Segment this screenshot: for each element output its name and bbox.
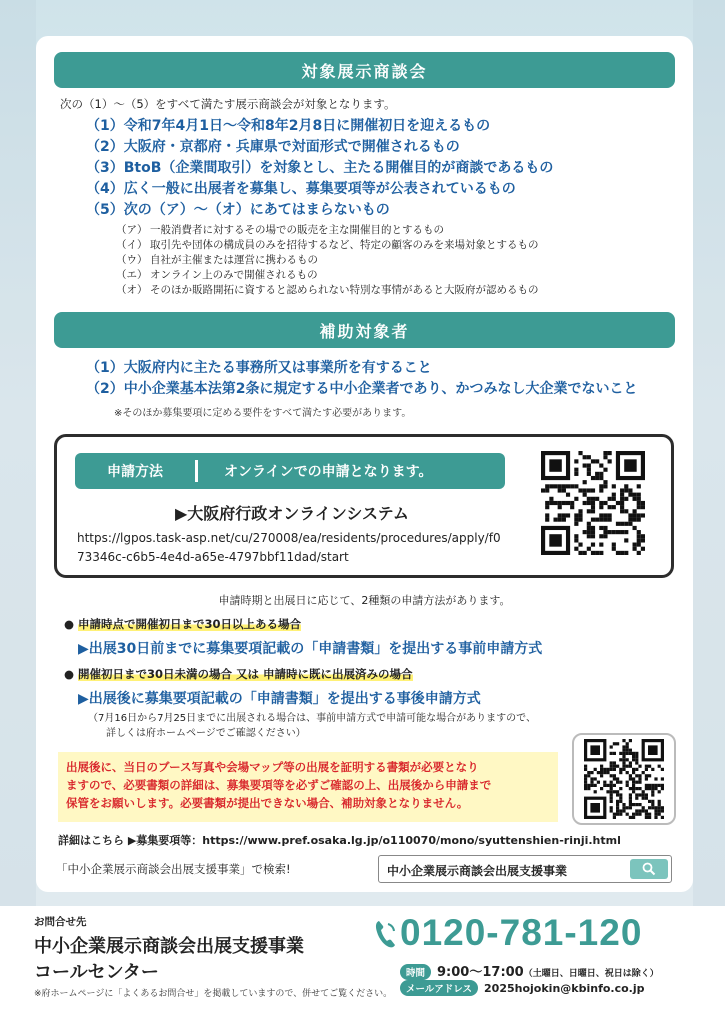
footer [0, 906, 725, 1024]
requirements-list [86, 358, 637, 400]
warning-line: 保管をお願いします。必要書類が提出できない場合、補助対象となりません。 [66, 796, 469, 810]
warning-line: ますので、必要書類の詳細は、募集要項等を必ずご確認の上、出展後から申請まで [66, 778, 492, 792]
section-header-target-events: 対象展示商談会 [54, 52, 675, 88]
call-center-name-2: コールセンター [34, 962, 159, 983]
search-input-value: 中小企業展示商談会出展支援事業 [387, 864, 568, 878]
way-2-note-line: 詳しくは府ホームページでご確認ください） [106, 728, 306, 739]
main-card [36, 36, 693, 892]
exclusion-item [116, 238, 539, 253]
exclusion-mark: （イ） [116, 239, 148, 251]
apply-method-value: オンラインでの申請となります。 [224, 464, 433, 480]
hours-note: （土曜日、日曜日、祝日は除く） [523, 969, 659, 979]
case-2-text: 開催初日まで30日未満の場合 又は 申請時に既に出展済みの場合 [78, 667, 413, 681]
search-row [36, 853, 693, 885]
mail-row [400, 980, 645, 996]
system-url-link[interactable]: https://lgpos.task-asp.net/cu/270008/ea/residents/procedures/apply/f073346c-c6b5-4e4d-a65e-4797bbf11dad/start [77, 531, 501, 564]
qr-code-details[interactable] [584, 739, 664, 819]
exclusions-list [116, 223, 539, 298]
exclusion-text: 取引先や団体の構成員のみを招待するなど、特定の顧客のみを来場対象とするもの [150, 239, 539, 251]
apply-method-tag [75, 453, 505, 489]
way-2-note [88, 711, 536, 741]
exclusion-item [116, 283, 539, 298]
exclusion-text: そのほか販路開拓に資すると認められない特別な事情があると大阪府が認めるもの [150, 284, 539, 296]
qr-code-details-box[interactable] [572, 733, 676, 825]
warning-line: 出展後に、当日のブース写真や会場マップ等の出展を証明する書類が必要となり [66, 760, 479, 774]
search-button[interactable] [630, 859, 668, 879]
conditions-list [86, 116, 553, 221]
apply-method-box [54, 434, 674, 578]
case-2 [64, 666, 413, 682]
system-name-link[interactable]: ▶大阪府行政オンラインシステム [175, 504, 409, 523]
hours-value: 9:00～17:00 [437, 965, 524, 980]
qr-code-apply[interactable] [541, 451, 645, 555]
divider [195, 460, 198, 482]
way-2-note-line: （7月16日から7月25日までに出展される場合は、事前申請方式で申請可能な場合がありますので、 [88, 713, 536, 724]
way-2: ▶出展後に募集要項記載の「申請書類」を提出する事後申請方式 [78, 691, 481, 707]
phone-icon [374, 918, 398, 950]
intro-text: 次の（1）～（5）をすべて満たす展示商談会が対象となります。 [60, 97, 396, 111]
section-header-eligible: 補助対象者 [54, 312, 675, 348]
case-1 [64, 616, 301, 632]
phone-number[interactable]: 0120-781-120 [400, 912, 643, 953]
condition-item: （2）大阪府・京都府・兵庫県で対面形式で開催されるもの [86, 139, 460, 155]
details-link[interactable]: 詳細はこちら ▶募集要項等：https://www.pref.osaka.lg.jp/o110070/mono/syuttenshien-rinji.html [58, 834, 621, 847]
call-center-name: 中小企業展示商談会出展支援事業 [34, 936, 304, 957]
qr-code-icon [584, 739, 664, 819]
exclusion-item [116, 223, 539, 238]
requirement-item: （1）大阪府内に主たる事務所又は事業所を有すること [86, 360, 432, 376]
exclusion-item [116, 253, 539, 268]
exclusion-mark: （ウ） [116, 254, 148, 266]
exclusion-mark: （ア） [116, 224, 148, 236]
qr-code-icon [541, 451, 645, 555]
condition-item: （4）広く一般に出展者を募集し、募集要項等が公表されているもの [86, 181, 516, 197]
apply-method-label: 申請方法 [107, 464, 163, 480]
requirements-note: ※そのほか募集要項に定める要件をすべて満たす必要があります。 [114, 408, 412, 419]
warning-box [58, 752, 558, 822]
search-input[interactable] [378, 855, 672, 883]
search-label: 「中小企業展示商談会出展支援事業」で検索! [56, 862, 291, 876]
exclusion-item [116, 268, 539, 283]
background-illustration [693, 0, 725, 906]
timing-intro: 申請時期と出展日に応じて、2種類の申請方法があります。 [218, 594, 511, 607]
exclusion-text: オンライン上のみで開催されるもの [150, 269, 318, 281]
way-1: ▶出展30日前までに募集要項記載の「申請書類」を提出する事前申請方式 [78, 641, 543, 657]
contact-label: お問合せ先 [34, 916, 87, 928]
search-icon [642, 862, 656, 876]
background-illustration [0, 0, 36, 1024]
mail-address[interactable]: 2025hojokin@kbinfo.co.jp [484, 982, 645, 995]
exclusion-text: 自社が主催または運営に携わるもの [150, 254, 318, 266]
exclusion-text: 一般消費者に対するその場での販売を主な開催目的とするもの [150, 224, 444, 236]
bullet-icon: ● [64, 667, 75, 681]
condition-item: （5）次の（ア）～（オ）にあてはまらないもの [86, 202, 390, 218]
hours-badge: 時間 [400, 964, 431, 980]
footer-note: ※府ホームページに「よくあるお問合せ」を掲載していますので、併せてご覧ください。 [34, 989, 393, 999]
condition-item: （1）令和7年4月1日～令和8年2月8日に開催初日を迎えるもの [86, 118, 491, 134]
condition-item: （3）BtoB（企業間取引）を対象とし、主たる開催目的が商談であるもの [86, 160, 554, 176]
mail-badge: メールアドレス [400, 980, 478, 996]
hours-row [400, 961, 659, 980]
requirement-item: （2）中小企業基本法第2条に規定する中小企業者であり、かつみなし大企業でないこと [86, 381, 638, 397]
bullet-icon: ● [64, 617, 75, 631]
case-1-text: 申請時点で開催初日まで30日以上ある場合 [78, 617, 302, 631]
exclusion-mark: （オ） [116, 284, 148, 296]
exclusion-mark: （エ） [116, 269, 148, 281]
